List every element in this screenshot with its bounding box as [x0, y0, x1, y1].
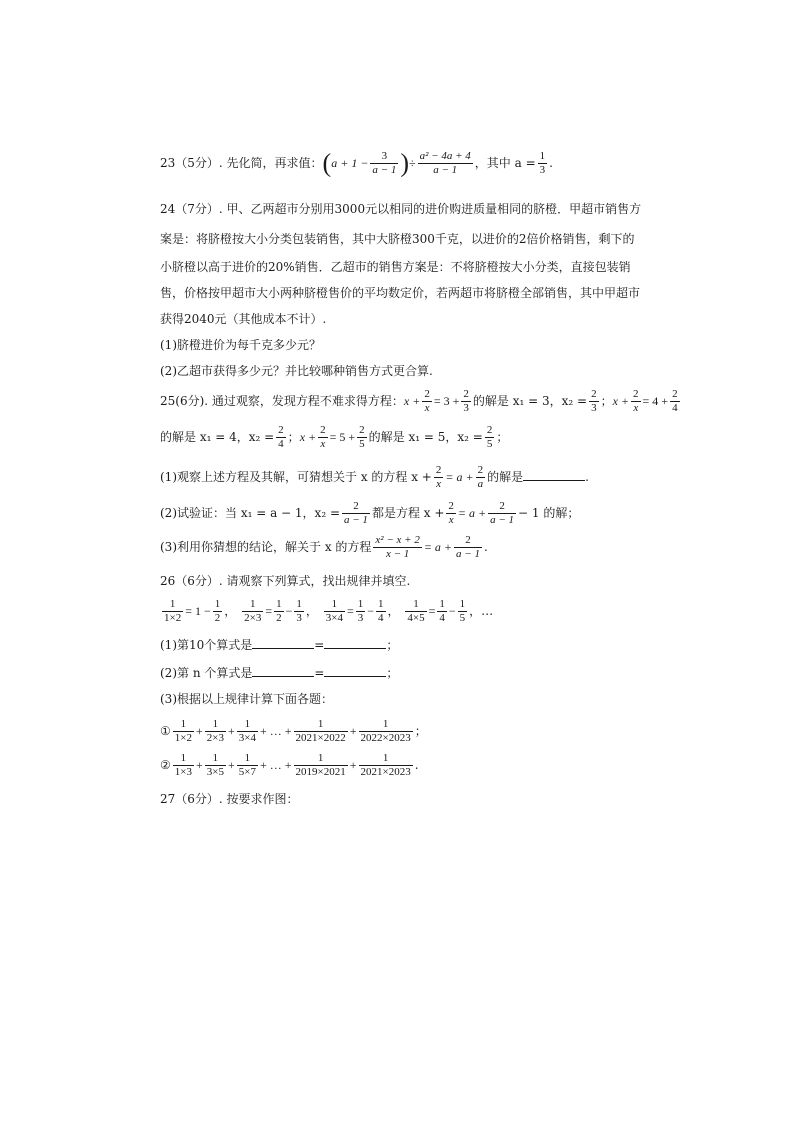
q26-head: 26（6分）. 请观察下列算式，找出规律并填空.: [160, 574, 411, 588]
q25-sub-1: (1)观察上述方程及其解，可猜想关于 x 的方程 x + $\frac{2}{x}$ = a + $\frac{2}{a}$ 的解是 .: [160, 464, 589, 490]
answer-blank[interactable]: [324, 664, 386, 677]
q24-sub-1: (1)脐橙进价为每千克多少元？: [160, 338, 321, 352]
frac-2-over-4: $\frac{2}{4}$: [672, 388, 678, 414]
frac-2-over-5: $\frac{2}{5}$: [359, 424, 365, 450]
q23-expr: a + 1 −: [331, 156, 369, 170]
q24-line-1: 24（7分）. 甲、乙两超市分别用3000元以相同的进价购进质量相同的脐橙．甲超市销售方: [160, 202, 642, 216]
answer-blank[interactable]: [523, 468, 585, 481]
q24-line-3: 小脐橙以高于进价的20%销售．乙超市的销售方案是：不将脐橙按大小分类，直接包装销: [160, 260, 631, 274]
question-23: 23（5分）. 先化简，再求值：(a + 1 − $\frac{3}{a - 1}$ )÷ $\frac{\text{a² − 4a + 4}}{a - 1}$ ，其中 a = $\frac{1}{3}$ .: [160, 148, 553, 178]
q26-sub-3: (3)根据以上规律计算下面各题：: [160, 692, 333, 706]
q23-cond: ，其中 a =: [474, 156, 536, 170]
right-paren: ): [400, 148, 410, 178]
q26-calc-1: ① $\frac{1}{1\times 2}$ + $\frac{1}{2\times 3}$ + $\frac{1}{3\times 4}$ + … + $\frac{1}{2021\times 2022}$ + $\frac{1}{2022\times 2023}$ ；: [160, 718, 427, 744]
div-sign: ÷: [409, 156, 416, 170]
q26-sub-1: (1)第10个算式是 = ；: [160, 638, 399, 652]
q26-sub-2: (2)第 n 个算式是 = ；: [160, 666, 399, 680]
frac-2-over-x: $\frac{2}{x}$: [424, 388, 430, 414]
q25-line-1: 25(6分). 通过观察，发现方程不难求得方程：x + $\frac{2}{x}$ = 3 + $\frac{2}{3}$ 的解是 x₁ = 3，x₂ = $\frac{2}{3}$ ；x + $\frac{2}{x}$ = 4 + $\frac{2}{4}$: [160, 388, 678, 414]
frac-2-over-3: $\frac{2}{3}$: [463, 388, 469, 414]
q23-frac-2: $\frac{\text{a² − 4a + 4}}{a - 1}$: [419, 150, 471, 176]
answer-blank[interactable]: [324, 636, 386, 649]
q24-line-2: 案是：将脐橙按大小分类包装销售，其中大脐橙300千克，以进价的2倍价格销售，剩下的: [160, 232, 635, 246]
q25-line-2: 的解是 x₁ = 4，x₂ = $\frac{2}{4}$ ；x + $\frac{2}{x}$ = 5 + $\frac{2}{5}$ 的解是 x₁ = 5，x₂ = $\frac{2}{5}$ ；: [160, 424, 509, 450]
q23-head: 23（5分）. 先化简，再求值：: [160, 156, 323, 170]
q25-sub-2: (2)试验证：当 x₁ = a − 1，x₂ = $\frac{2}{a - 1}$ 都是方程 x + $\frac{2}{x}$ = a + $\frac{2}{a - 1}$ − 1 的解；: [160, 500, 580, 526]
q26-pattern: $\frac{1}{1\times 2}$ = 1 − $\frac{1}{2}$ ， $\frac{1}{2\times 3}$ = $\frac{1}{2}$ − $\frac{1}{3}$ ， $\frac{1}{3\times 4}$ = $\frac{1}{3}$ − $\frac{1}{4}$ ， $\frac{1}{4\times 5}$ = $\frac{1}{4}$ − $\frac{1}{5}$ ，…: [164, 598, 494, 624]
q24-sub-2: (2)乙超市获得多少元？并比较哪种销售方式更合算.: [160, 364, 433, 378]
q23-frac-1: $\frac{3}{a - 1}$: [372, 150, 397, 176]
answer-blank[interactable]: [252, 636, 314, 649]
question-27: 27（6分）. 按要求作图：: [160, 792, 299, 806]
q26-calc-2: ② $\frac{1}{1\times 3}$ + $\frac{1}{3\times 5}$ + $\frac{1}{5\times 7}$ + … + $\frac{1}{2019\times 2021}$ + $\frac{1}{2021\times 2023}$ .: [160, 752, 419, 778]
q23-frac-3: $\frac{1}{3}$: [539, 150, 546, 176]
q24-line-4: 售，价格按甲超市大小两种脐橙售价的平均数定价，若两超市将脐橙全部销售，其中甲超市: [160, 286, 641, 300]
q24-line-5: 获得2040元（其他成本不计）.: [160, 312, 327, 326]
q25-sub-3: (3)利用你猜想的结论，解关于 x 的方程 $\frac{\text{x² − x + 2}}{x - 1}$ = a + $\frac{2}{a - 1}$ .: [160, 534, 488, 560]
answer-blank[interactable]: [252, 664, 314, 677]
left-paren: (: [322, 148, 332, 178]
